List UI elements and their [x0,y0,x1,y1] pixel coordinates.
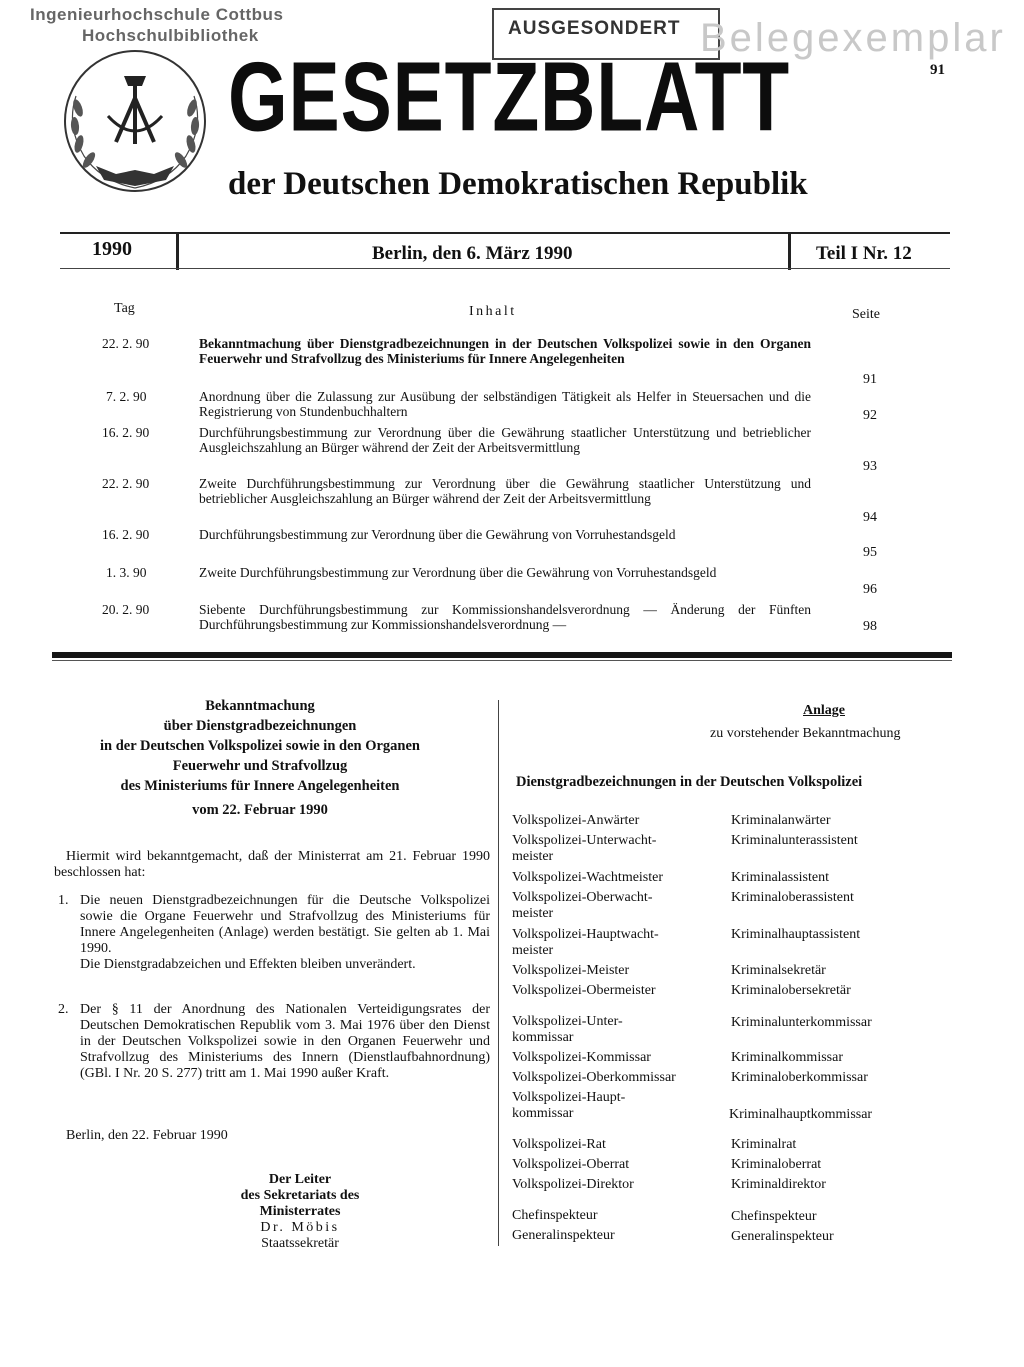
masthead-title: GESETZBLATT [228,43,790,153]
library-stamp [30,4,283,46]
copy-stamp: Belegexemplar [700,16,1006,60]
rank-kripo: Kriminaldirektor [731,1177,826,1192]
issue-number: Teil I Nr. 12 [816,243,912,264]
rank-kripo: Kriminaloberkommissar [731,1070,868,1085]
announcement-title [40,696,480,820]
rank-vp-line: meister [512,906,554,921]
annex-subtitle: zu vorstehender Bekanntmachung [710,726,901,741]
rank-vp-line: Volkspolizei-Oberwacht- [512,890,653,905]
toc-col-tag: Tag [114,301,135,316]
toc-title: Durchführungsbestimmung zur Verordnung über die Gewährung von Vorruhestandsgeld [199,527,676,542]
rank-vp-line: kommissar [512,1106,574,1121]
rank-vp: Volkspolizei-Rat [512,1137,606,1152]
rank-kripo: Kriminaloberassistent [731,890,854,905]
rank-vp: Volkspolizei-Meister [512,963,630,978]
column-divider [498,700,499,1246]
rank-vp: Volkspolizei-Oberkommissar [512,1070,676,1085]
rank-vp [512,833,656,865]
toc-date: 20. 2. 90 [102,602,150,617]
rank-vp: Volkspolizei-Direktor [512,1177,634,1192]
page-number: 91 [930,62,945,78]
annex-heading: Dienstgradbezeichnungen in der Deutschen Volkspolizei [516,774,863,790]
state-emblem-icon [56,46,214,196]
announcement-date: vom 22. Februar 1990 [192,802,328,818]
rank-vp: Volkspolizei-Kommissar [512,1050,651,1065]
item-text [80,893,490,973]
toc-title: Zweite Durchführungsbestimmung zur Verordnung über die Gewährung staatlicher Unterstützung und betrieblicher Ausgleichszahlung an Bürger während der Zeit der Arbeitsvermittlung [199,476,811,506]
rank-vp [512,890,652,922]
rank-kripo: Kriminalunterkommissar [731,1015,872,1030]
item-paragraph: Die neuen Dienstgradbezeichnungen für die Deutsche Volkspolizei sowie die Organe Feuerwehr und Strafvollzug des Ministeriums für Innere Angelegenheiten (Anlage) werden bestätigt. Sie gelten ab 1. Mai 1990. [80,893,490,956]
section-rule-thin [52,660,952,661]
item-number: 1. [58,893,69,908]
toc-page: 96 [863,582,877,597]
toc-page: 92 [863,408,877,423]
header-rule [60,232,950,234]
signer-name: Dr. Möbis [260,1220,340,1235]
rank-vp [512,1090,625,1122]
rank-kripo: Kriminalhauptkommissar [729,1107,873,1122]
rank-kripo: Kriminalanwärter [731,813,831,828]
rank-kripo: Kriminaloberrat [731,1157,822,1172]
toc-date: 1. 3. 90 [106,565,147,580]
rank-vp-line: kommissar [512,1030,574,1045]
rank-vp: Volkspolizei-Obermeister [512,983,656,998]
rank-kripo: Kriminalrat [731,1137,797,1152]
toc-col-seite: Seite [852,307,880,322]
library-stamp-line1: Ingenieurhochschule Cottbus [30,5,284,24]
rank-vp [512,1014,623,1046]
announcement-title-line: über Dienstgradbezeichnungen [163,718,357,734]
rank-kripo: Generalinspekteur [731,1229,834,1244]
announcement-title-line: des Ministeriums für Innere Angelegenheiten [120,778,400,794]
rank-kripo: Kriminalobersekretär [731,983,851,998]
toc-title: Anordnung über die Zulassung zur Ausübung der selbständigen Tätigkeit als Helfer in Steuersachen und die Registrierung von Stundenbuchhaltern [199,389,811,419]
issue-year: 1990 [92,238,132,260]
header-divider [788,234,791,270]
rank-kripo: Kriminalhauptassistent [731,927,861,942]
toc-date: 16. 2. 90 [102,425,150,440]
item-number: 2. [58,1002,69,1017]
item-text: Der § 11 der Anordnung des Nationalen Verteidigungsrates der Deutschen Demokratischen Republik vom 3. Mai 1976 über den Dienst in der Deutschen Volkspolizei sowie in den Organen Feuerwehr und Strafvollzug des Ministeriums des Innern (Dienstlaufbahnordnung) (GBl. I Nr. 20 S. 277) tritt am 1. Mai 1990 außer Kraft. [80,1002,490,1081]
toc-page: 91 [863,372,877,387]
rank-kripo: Kriminalunterassistent [731,833,858,848]
signer-role: des Sekretariats des Ministerrates [240,1188,360,1219]
toc-date: 16. 2. 90 [102,527,150,542]
item-paragraph: Die Dienstgradabzeichen und Effekten bleiben unverändert. [80,957,416,972]
issue-date: Berlin, den 6. März 1990 [372,243,573,264]
toc-title: Durchführungsbestimmung zur Verordnung über die Gewährung staatlicher Unterstützung und betrieblicher Ausgleichszahlung an Bürger während der Zeit der Arbeitsvermittlung [199,425,811,455]
section-rule [52,652,952,658]
rank-vp: Volkspolizei-Anwärter [512,813,640,828]
rank-vp-line: Volkspolizei-Hauptwacht- [512,927,659,942]
toc-col-inhalt: Inhalt [469,304,517,319]
rank-vp-line: Volkspolizei-Unterwacht- [512,833,657,848]
toc-date: 22. 2. 90 [102,336,150,351]
rank-vp: Generalinspekteur [512,1228,615,1243]
rank-kripo: Kriminalkommissar [731,1050,843,1065]
removed-stamp-text: AUSGESONDERT [508,18,681,39]
rank-vp: Volkspolizei-Wachtmeister [512,870,664,885]
toc-title: Zweite Durchführungsbestimmung zur Verordnung über die Gewährung von Vorruhestandsgeld [199,565,717,580]
rank-vp: Chefinspekteur [512,1208,598,1223]
masthead-subtitle: der Deutschen Demokratischen Republik [228,166,808,202]
signature-block [200,1172,400,1252]
rank-kripo: Chefinspekteur [731,1209,817,1224]
announcement-title-line: in der Deutschen Volkspolizei sowie in den Organen [100,738,420,754]
rank-vp-line: meister [512,849,554,864]
rank-kripo: Kriminalassistent [731,870,829,885]
announcement-intro: Hiermit wird bekanntgemacht, daß der Ministerrat am 21. Februar 1990 beschlossen hat: [54,849,490,880]
library-stamp-line2: Hochschulbibliothek [82,26,259,45]
toc-title: Bekanntmachung über Dienstgradbezeichnungen in der Deutschen Volkspolizei sowie in den Organen Feuerwehr und Strafvollzug des Ministeriums für Innere Angelegenheiten [199,336,811,366]
annex-label: Anlage [803,703,845,718]
rank-vp: Volkspolizei-Oberrat [512,1157,630,1172]
rank-vp-line: Volkspolizei-Haupt- [512,1090,626,1105]
toc-date: 7. 2. 90 [106,389,147,404]
toc-page: 95 [863,545,877,560]
signing-place-date: Berlin, den 22. Februar 1990 [66,1128,228,1143]
signer-title: Staatssekretär [261,1236,339,1251]
rank-vp-line: meister [512,943,554,958]
header-divider [176,234,179,270]
signer-role: Der Leiter [268,1172,332,1187]
rank-kripo: Kriminalsekretär [731,963,826,978]
announcement-title-line: Feuerwehr und Strafvollzug [172,758,348,774]
toc-page: 98 [863,619,877,634]
toc-page: 93 [863,459,877,474]
header-rule-bottom [60,268,950,269]
toc-page: 94 [863,510,877,525]
rank-vp [512,927,659,959]
announcement-title-line: Bekanntmachung [205,698,315,714]
rank-vp-line: Volkspolizei-Unter- [512,1014,623,1029]
toc-title: Siebente Durchführungsbestimmung zur Kommissionshandelsverordnung — Änderung der Fünften Durchführungsbestimmung zur Kommissionshandelsverordnung — [199,602,811,632]
toc-date: 22. 2. 90 [102,476,150,491]
